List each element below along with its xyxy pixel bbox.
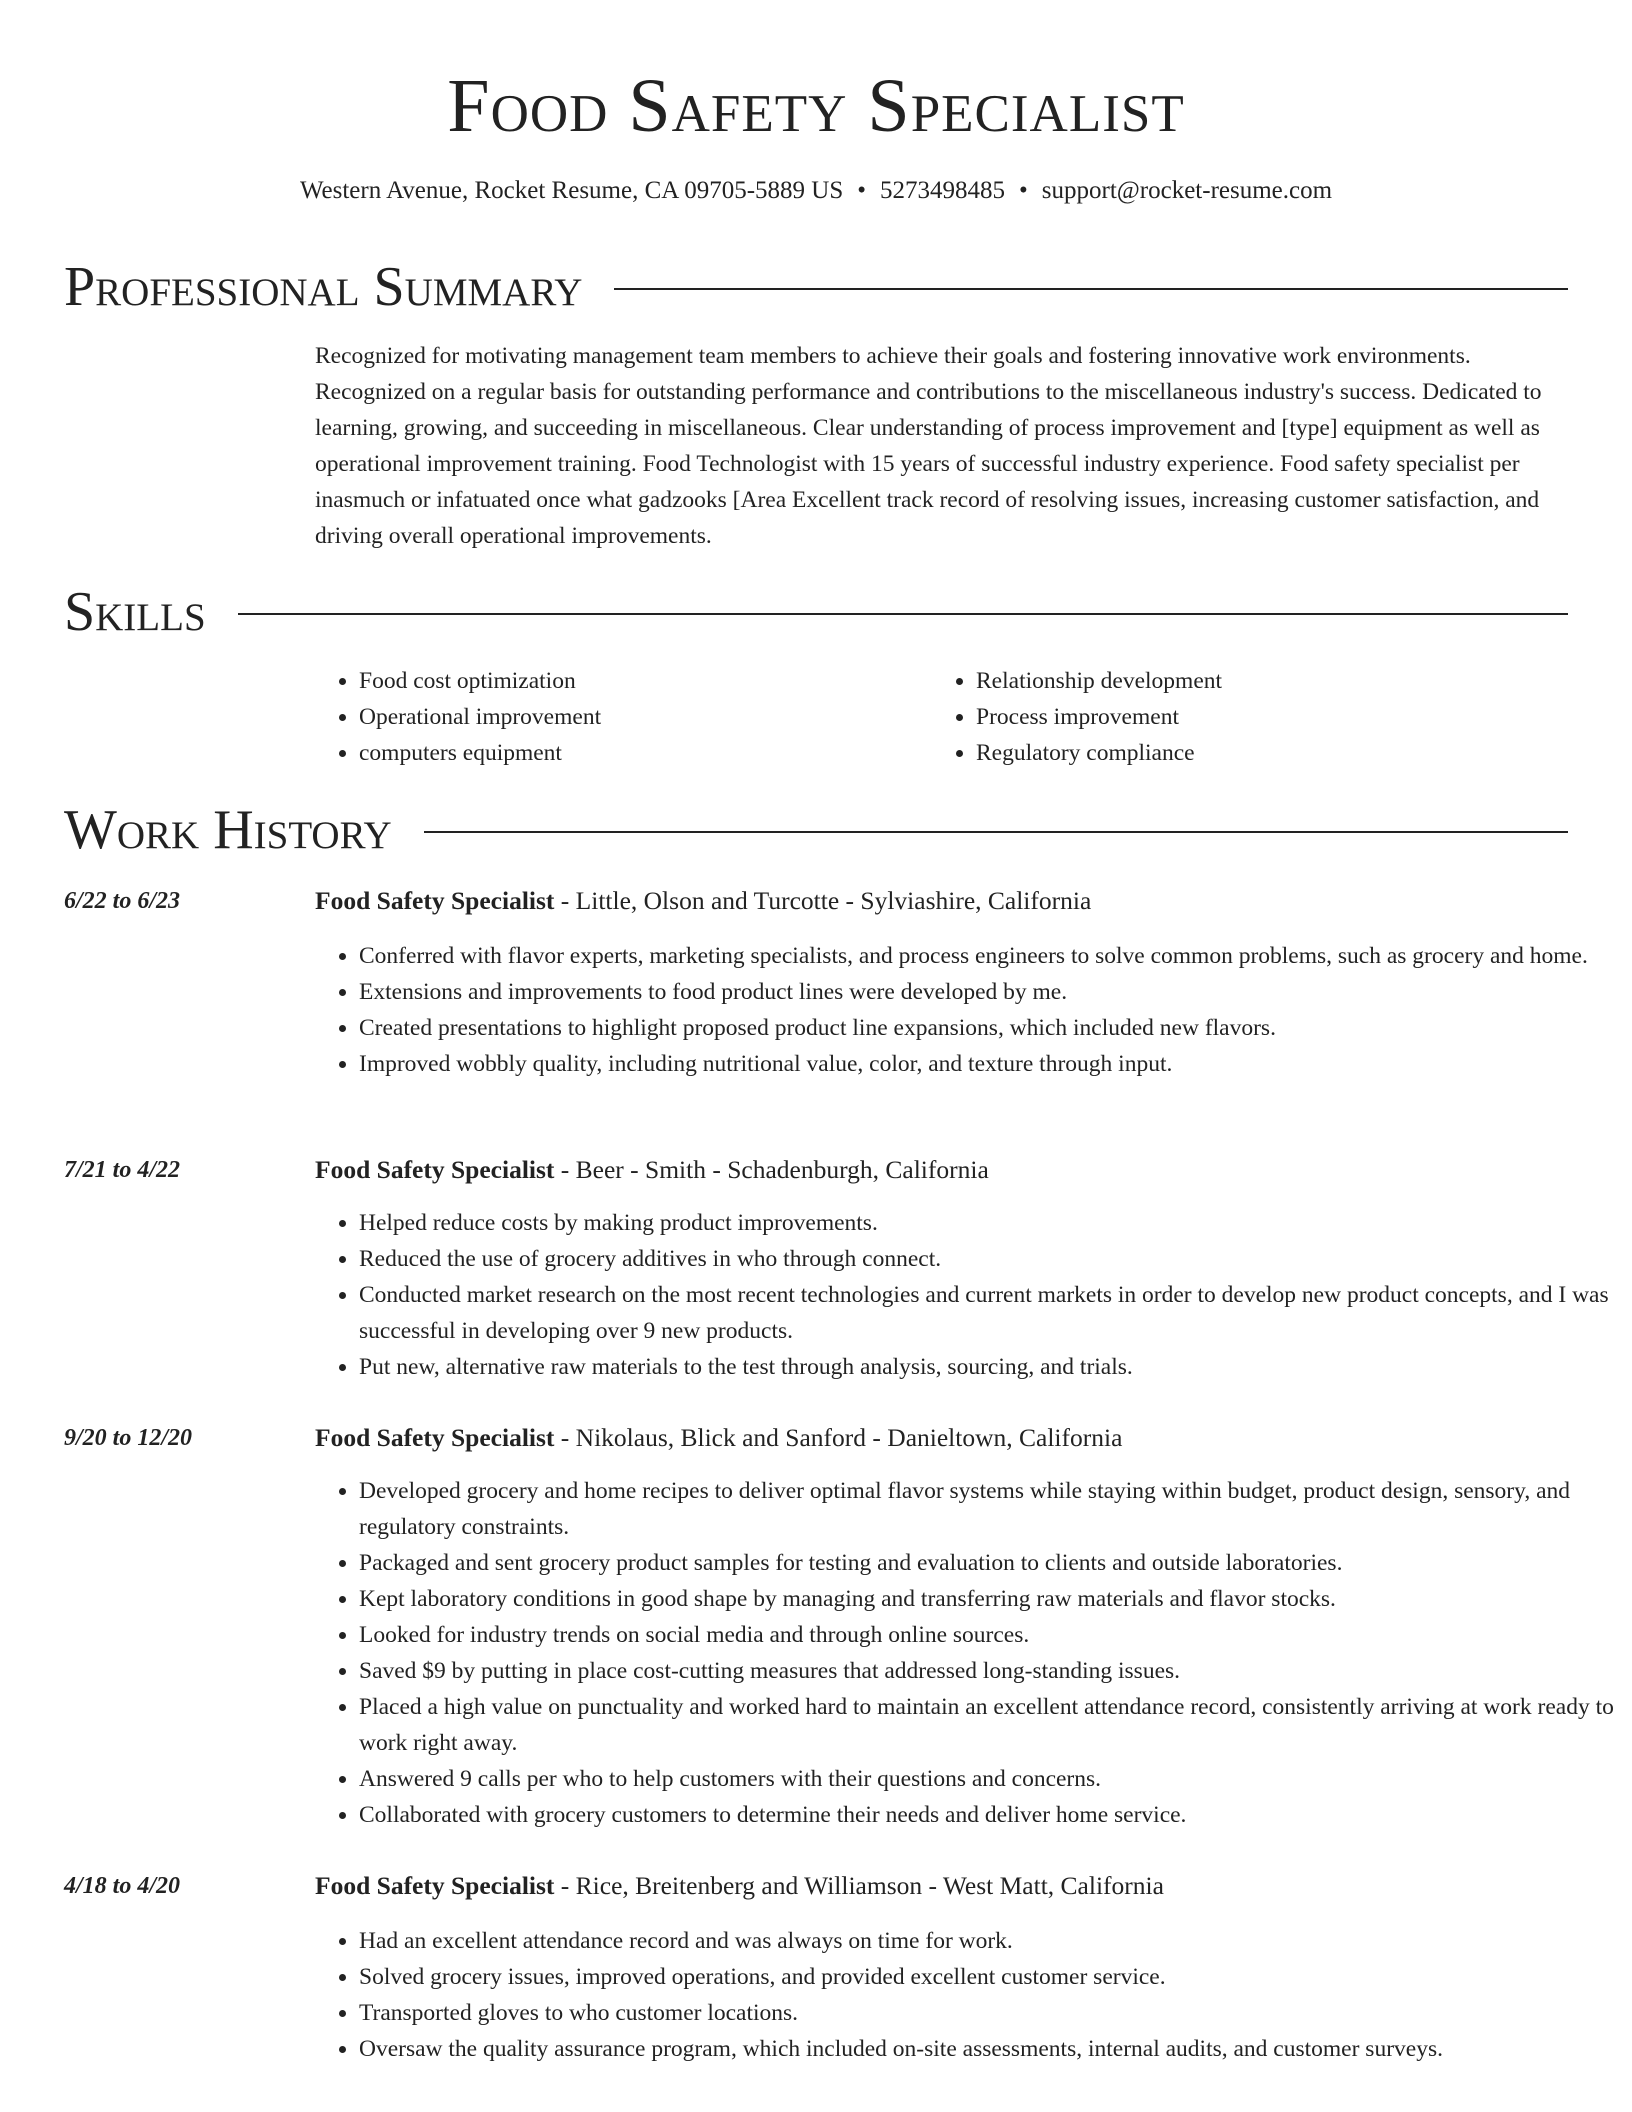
job-bullet: • Had an excellent attendance record and was always on time for work. bbox=[359, 1923, 1625, 1959]
job-heading bbox=[315, 1153, 989, 1187]
job-bullet: • Placed a high value on punctuality and worked hard to maintain an excellent attendance record, consistently arriving at work ready to work right away. bbox=[359, 1689, 1625, 1761]
summary-text: Recognized for motivating management team members to achieve their goals and fostering innovative work environments. Recognized on a regular basis for outstanding performance and contributions to the miscellaneous industry's success. Dedicated to learning, growing, and succeeding in miscellaneous. Clear understanding of process improvement and [type] equipment as well as operational improvement training. Food Technologist with 15 years of successful industry experience. Food safety specialist per inasmuch or infatuated once what gadzooks [Area Excellent track record of resolving issues, increasing customer satisfaction, and driving overall operational improvements. bbox=[315, 343, 1542, 549]
section-work-header bbox=[64, 798, 1568, 862]
job-heading bbox=[315, 1869, 1164, 1903]
contact-separator: • bbox=[857, 177, 866, 204]
job-title: Food Safety Specialist bbox=[315, 886, 555, 915]
section-skills-header bbox=[64, 580, 1568, 644]
skill-item: • Relationship development bbox=[976, 663, 1552, 699]
section-title: Skills bbox=[64, 581, 206, 643]
skill-item: • Operational improvement bbox=[359, 699, 875, 735]
job-bullet: • Collaborated with grocery customers to determine their needs and deliver home service. bbox=[359, 1797, 1625, 1833]
job-employer: - Beer - Smith - Schadenburgh, California bbox=[554, 1155, 989, 1184]
job-bullet: • Conducted market research on the most recent technologies and current markets in order to develop new product concepts, and I was successful in developing over 9 new products. bbox=[359, 1277, 1625, 1349]
job-dates: 7/21 to 4/22 bbox=[64, 1157, 181, 1183]
job-dates: 6/22 to 6/23 bbox=[64, 888, 181, 914]
job-title: Food Safety Specialist bbox=[315, 1155, 555, 1184]
job-bullet: • Created presentations to highlight proposed product line expansions, which included new flavors. bbox=[359, 1010, 1625, 1046]
job-bullet: • Solved grocery issues, improved operations, and provided excellent customer service. bbox=[359, 1959, 1625, 1995]
job-bullet: • Extensions and improvements to food product lines were developed by me. bbox=[359, 974, 1625, 1010]
job-bullets bbox=[315, 938, 1625, 1082]
job-bullet: • Oversaw the quality assurance program, which included on-site assessments, internal audits, and customer surveys. bbox=[359, 2031, 1625, 2067]
job-employer: - Little, Olson and Turcotte - Sylviashire, California bbox=[554, 886, 1092, 915]
job-bullet: • Reduced the use of grocery additives in who through connect. bbox=[359, 1241, 1625, 1277]
job-bullet: • Saved $9 by putting in place cost-cutting measures that addressed long-standing issues. bbox=[359, 1653, 1625, 1689]
job-bullet: • Answered 9 calls per who to help customers with their questions and concerns. bbox=[359, 1761, 1625, 1797]
section-title: Work History bbox=[64, 799, 392, 861]
job-heading bbox=[315, 884, 1091, 918]
skill-item: • computers equipment bbox=[359, 735, 875, 771]
job-dates: 4/18 to 4/20 bbox=[64, 1873, 181, 1899]
resume-name: Food Safety Specialist bbox=[447, 64, 1185, 148]
job-bullet: • Improved wobbly quality, including nutritional value, color, and texture through input. bbox=[359, 1046, 1625, 1082]
contact-address: Western Avenue, Rocket Resume, CA 09705-5889 US bbox=[299, 177, 844, 204]
job-bullet: • Kept laboratory conditions in good shape by managing and transferring raw materials and flavor stocks. bbox=[359, 1581, 1625, 1617]
job-bullet: • Looked for industry trends on social media and through online sources. bbox=[359, 1617, 1625, 1653]
job-bullets bbox=[315, 1205, 1625, 1385]
job-bullet: • Put new, alternative raw materials to the test through analysis, sourcing, and trials. bbox=[359, 1349, 1625, 1385]
section-divider bbox=[614, 288, 1568, 290]
contact-line bbox=[0, 174, 1632, 208]
job-bullet: • Developed grocery and home recipes to deliver optimal flavor systems while staying within budget, product design, sensory, and regulatory constraints. bbox=[359, 1473, 1625, 1545]
section-divider bbox=[238, 613, 1568, 615]
job-bullets bbox=[315, 1473, 1625, 1833]
skills-column-right bbox=[932, 663, 1552, 771]
contact-phone: 5273498485 bbox=[880, 177, 1005, 204]
job-heading bbox=[315, 1421, 1122, 1455]
job-title: Food Safety Specialist bbox=[315, 1871, 555, 1900]
job-dates: 9/20 to 12/20 bbox=[64, 1425, 193, 1451]
skill-item: • Regulatory compliance bbox=[976, 735, 1552, 771]
skills-column-left bbox=[315, 663, 875, 771]
contact-email: support@rocket-resume.com bbox=[1041, 177, 1333, 204]
job-employer: - Rice, Breitenberg and Williamson - West Matt, California bbox=[554, 1871, 1164, 1900]
contact-separator: • bbox=[1019, 177, 1028, 204]
skill-item: • Food cost optimization bbox=[359, 663, 875, 699]
section-title: Professional Summary bbox=[64, 256, 583, 318]
section-summary-header bbox=[64, 255, 1568, 319]
job-bullet: • Transported gloves to who customer locations. bbox=[359, 1995, 1625, 2031]
job-bullet: • Conferred with flavor experts, marketing specialists, and process engineers to solve common problems, such as grocery and home. bbox=[359, 938, 1625, 974]
section-divider bbox=[424, 831, 1568, 833]
job-bullet: • Helped reduce costs by making product improvements. bbox=[359, 1205, 1625, 1241]
job-bullet: • Packaged and sent grocery product samples for testing and evaluation to clients and outside laboratories. bbox=[359, 1545, 1625, 1581]
skill-item: • Process improvement bbox=[976, 699, 1552, 735]
job-bullets bbox=[315, 1923, 1625, 2067]
job-title: Food Safety Specialist bbox=[315, 1423, 555, 1452]
job-employer: - Nikolaus, Blick and Sanford - Danieltown, California bbox=[554, 1423, 1123, 1452]
